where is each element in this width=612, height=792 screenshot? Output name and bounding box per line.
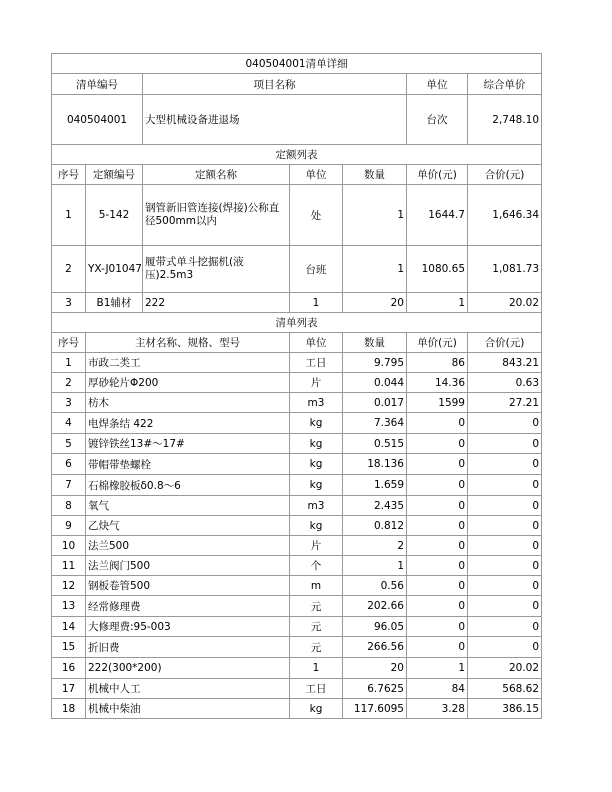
material-row [52,617,542,637]
material-row [52,434,542,454]
quota-qty: 1 [343,246,407,293]
title-row [52,54,542,74]
material-price: 86 [407,353,468,373]
material-qty: 96.05 [343,617,407,637]
bill-row [52,95,542,145]
material-name: 带帽带垫螺栓 [86,454,290,475]
material-row [52,596,542,617]
material-name: 枋木 [86,393,290,413]
material-row [52,373,542,393]
material-header-cell: 合价(元) [468,333,542,353]
material-total: 0 [468,434,542,454]
material-name: 市政二类工 [86,353,290,373]
quota-unit: 处 [290,185,343,246]
material-price: 0 [407,596,468,617]
material-qty: 2.435 [343,496,407,516]
quota-code: 5-142 [86,185,143,246]
quota-row [52,293,542,313]
quota-row [52,185,542,246]
material-qty: 0.044 [343,373,407,393]
material-header-cell: 单位 [290,333,343,353]
quota-no: 1 [52,185,86,246]
material-qty: 20 [343,658,407,679]
material-unit: 元 [290,596,343,617]
material-unit: 1 [290,658,343,679]
material-row [52,637,542,658]
quota-no: 2 [52,246,86,293]
material-price: 1599 [407,393,468,413]
material-price: 0 [407,516,468,536]
material-qty: 2 [343,536,407,556]
quota-header-cell: 单位 [290,165,343,185]
material-row [52,393,542,413]
quota-name: 钢管新旧管连接(焊接)公称直径500mm以内 [143,185,290,246]
material-row [52,496,542,516]
material-row [52,679,542,699]
material-row [52,699,542,719]
quota-price: 1644.7 [407,185,468,246]
quota-name: 222 [143,293,290,313]
material-header-row [52,333,542,353]
quota-qty: 1 [343,185,407,246]
material-qty: 0.56 [343,576,407,596]
material-price: 0 [407,637,468,658]
material-name: 法兰500 [86,536,290,556]
material-price: 0 [407,617,468,637]
material-unit: kg [290,475,343,496]
material-section-row [52,313,542,333]
material-name: 法兰阀门500 [86,556,290,576]
quota-header-cell: 单价(元) [407,165,468,185]
material-row [52,475,542,496]
material-row [52,576,542,596]
quota-header-cell: 定额名称 [143,165,290,185]
material-total: 27.21 [468,393,542,413]
material-no: 18 [52,699,86,719]
material-price: 0 [407,434,468,454]
bill-detail-table [51,53,542,719]
quota-header-cell: 序号 [52,165,86,185]
material-price: 3.28 [407,699,468,719]
bill-unit: 台次 [407,95,468,145]
sheet-title: 040504001清单详细 [52,54,542,74]
material-name: 机械中人工 [86,679,290,699]
bill-price: 2,748.10 [468,95,542,145]
material-price: 0 [407,454,468,475]
material-qty: 9.795 [343,353,407,373]
bill-unit-header: 单位 [407,74,468,95]
material-name: 机械中柴油 [86,699,290,719]
quota-unit: 台班 [290,246,343,293]
material-row [52,516,542,536]
material-unit: kg [290,434,343,454]
material-price: 0 [407,496,468,516]
material-price: 14.36 [407,373,468,393]
material-no: 16 [52,658,86,679]
material-section-title: 清单列表 [52,313,542,333]
material-no: 5 [52,434,86,454]
material-price: 0 [407,475,468,496]
material-no: 11 [52,556,86,576]
material-price: 0 [407,413,468,434]
material-row [52,454,542,475]
material-total: 0 [468,454,542,475]
material-qty: 266.56 [343,637,407,658]
material-unit: m [290,576,343,596]
material-total: 0 [468,475,542,496]
material-total: 20.02 [468,658,542,679]
material-unit: m3 [290,393,343,413]
material-no: 14 [52,617,86,637]
quota-unit: 1 [290,293,343,313]
material-no: 2 [52,373,86,393]
material-row [52,658,542,679]
quota-total: 20.02 [468,293,542,313]
material-name: 石棉橡胶板δ0.8～6 [86,475,290,496]
material-name: 222(300*200) [86,658,290,679]
material-qty: 0.812 [343,516,407,536]
material-header-cell: 主材名称、规格、型号 [86,333,290,353]
material-no: 7 [52,475,86,496]
bill-header-row [52,74,542,95]
material-unit: 工日 [290,679,343,699]
quota-header-cell: 定额编号 [86,165,143,185]
material-name: 电焊条结 422 [86,413,290,434]
material-qty: 18.136 [343,454,407,475]
quota-qty: 20 [343,293,407,313]
material-no: 9 [52,516,86,536]
material-no: 13 [52,596,86,617]
quota-section-row [52,145,542,165]
material-total: 386.15 [468,699,542,719]
material-qty: 6.7625 [343,679,407,699]
material-qty: 0.017 [343,393,407,413]
material-name: 钢板卷管500 [86,576,290,596]
bill-name-header: 项目名称 [143,74,407,95]
material-no: 3 [52,393,86,413]
material-name: 大修理费:95-003 [86,617,290,637]
bill-detail-sheet [51,53,541,719]
bill-code-header: 清单编号 [52,74,143,95]
material-total: 568.62 [468,679,542,699]
material-price: 0 [407,576,468,596]
material-name: 镀锌铁丝13#～17# [86,434,290,454]
material-unit: kg [290,413,343,434]
material-total: 0 [468,576,542,596]
material-no: 10 [52,536,86,556]
quota-total: 1,081.73 [468,246,542,293]
quota-section-title: 定额列表 [52,145,542,165]
material-qty: 0.515 [343,434,407,454]
material-price: 84 [407,679,468,699]
bill-code: 040504001 [52,95,143,145]
material-total: 0 [468,496,542,516]
quota-name: 履带式单斗挖掘机(液压)2.5m3 [143,246,290,293]
material-qty: 117.6095 [343,699,407,719]
bill-name: 大型机械设备进退场 [143,95,407,145]
quota-price: 1 [407,293,468,313]
bill-price-header: 综合单价 [468,74,542,95]
material-price: 1 [407,658,468,679]
material-qty: 202.66 [343,596,407,617]
quota-header-cell: 数量 [343,165,407,185]
material-qty: 1.659 [343,475,407,496]
material-total: 0 [468,413,542,434]
quota-code: YX-J01047 [86,246,143,293]
material-unit: 片 [290,373,343,393]
quota-no: 3 [52,293,86,313]
material-unit: kg [290,699,343,719]
material-price: 0 [407,536,468,556]
material-header-cell: 序号 [52,333,86,353]
material-price: 0 [407,556,468,576]
material-header-cell: 单价(元) [407,333,468,353]
material-qty: 1 [343,556,407,576]
material-no: 15 [52,637,86,658]
material-total: 0 [468,637,542,658]
material-unit: 个 [290,556,343,576]
material-total: 0 [468,596,542,617]
material-name: 厚砂轮片Φ200 [86,373,290,393]
material-no: 6 [52,454,86,475]
material-no: 8 [52,496,86,516]
material-unit: kg [290,516,343,536]
quota-header-cell: 合价(元) [468,165,542,185]
material-name: 乙炔气 [86,516,290,536]
material-no: 12 [52,576,86,596]
material-row [52,536,542,556]
material-total: 0 [468,516,542,536]
material-row [52,353,542,373]
material-total: 0 [468,617,542,637]
material-total: 843.21 [468,353,542,373]
material-row [52,556,542,576]
quota-total: 1,646.34 [468,185,542,246]
quota-code: B1辅材 [86,293,143,313]
material-no: 17 [52,679,86,699]
material-total: 0.63 [468,373,542,393]
quota-price: 1080.65 [407,246,468,293]
quota-header-row [52,165,542,185]
quota-row [52,246,542,293]
material-total: 0 [468,556,542,576]
material-unit: 工日 [290,353,343,373]
material-qty: 7.364 [343,413,407,434]
material-unit: 元 [290,617,343,637]
material-row [52,413,542,434]
material-name: 氧气 [86,496,290,516]
material-no: 1 [52,353,86,373]
material-name: 经常修理费 [86,596,290,617]
material-no: 4 [52,413,86,434]
material-unit: 片 [290,536,343,556]
material-unit: m3 [290,496,343,516]
material-unit: kg [290,454,343,475]
material-name: 折旧费 [86,637,290,658]
material-header-cell: 数量 [343,333,407,353]
material-total: 0 [468,536,542,556]
material-unit: 元 [290,637,343,658]
